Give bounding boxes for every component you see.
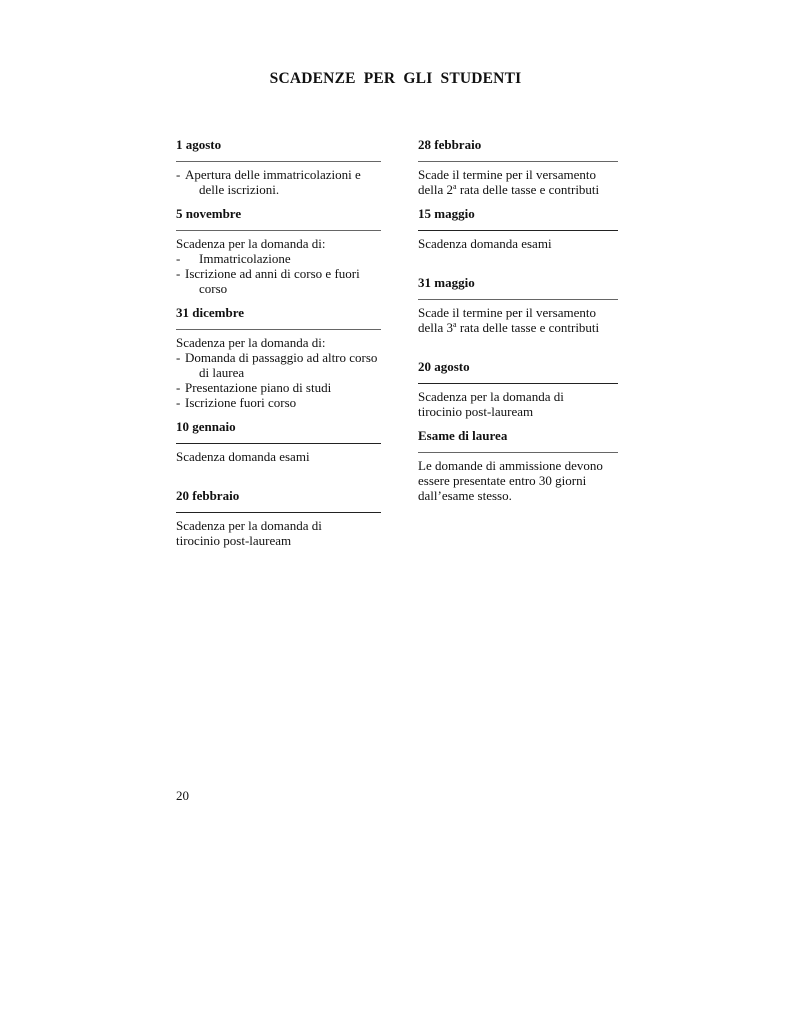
section-heading: 31 maggio: [418, 275, 475, 290]
ordinal-superscript: a: [453, 320, 457, 329]
deadline-5-novembre: [176, 206, 381, 296]
text-prefix: della 3: [418, 320, 454, 335]
section-text: Scadenza per la domanda di: [176, 518, 322, 533]
deadline-31-maggio: [418, 275, 618, 335]
list-item: [176, 350, 381, 365]
deadline-1-agosto: [176, 137, 381, 197]
section-text: Scadenza domanda esami: [418, 236, 552, 251]
text-suffix: rata delle tasse e contributi: [456, 182, 600, 197]
page-title: SCADENZE PER GLI STUDENTI: [269, 70, 522, 87]
divider: [176, 329, 381, 330]
left-column: [176, 137, 381, 548]
divider: [418, 161, 618, 162]
section-heading: 1 agosto: [176, 137, 222, 152]
esame-di-laurea: [418, 428, 618, 503]
list-item: [176, 167, 381, 182]
section-heading: 28 febbraio: [418, 137, 482, 152]
bullet-dash: -: [176, 395, 181, 410]
list-item: [176, 395, 381, 410]
bullet-dash: -: [176, 266, 181, 281]
divider: [176, 230, 381, 231]
deadline-10-gennaio: [176, 419, 381, 464]
section-heading: 20 febbraio: [176, 488, 240, 503]
text-prefix: della 2: [418, 182, 454, 197]
divider: [176, 443, 381, 444]
section-text: Scadenza domanda esami: [176, 449, 310, 464]
divider: [176, 161, 381, 162]
bullet-dash: -: [176, 251, 181, 266]
section-text: Scadenza per la domanda di:: [176, 236, 326, 251]
section-text: tirocinio post-lauream: [176, 533, 292, 548]
section-text: [418, 320, 618, 335]
deadline-15-maggio: [418, 206, 618, 251]
section-text: tirocinio post-lauream: [418, 404, 534, 419]
right-column: [418, 137, 618, 503]
divider: [418, 383, 618, 384]
list-item: [176, 266, 381, 281]
section-heading: 20 agosto: [418, 359, 470, 374]
list-item: [176, 380, 381, 395]
section-heading: 5 novembre: [176, 206, 242, 221]
ordinal-superscript: a: [453, 182, 457, 191]
bullet-dash: -: [176, 380, 181, 395]
section-heading: 10 gennaio: [176, 419, 236, 434]
page-number: 20: [176, 788, 189, 803]
deadline-20-febbraio: [176, 488, 381, 548]
list-item-text: Immatricolazione: [199, 251, 291, 266]
section-text: dall’esame stesso.: [418, 488, 512, 503]
list-item-text: Iscrizione ad anni di corso e fuori: [185, 266, 360, 281]
section-heading: Esame di laurea: [418, 428, 508, 443]
section-text: Scadenza per la domanda di: [418, 389, 564, 404]
list-item-text: Apertura delle immatricolazioni e: [185, 167, 361, 182]
section-text: Le domande di ammissione devono: [418, 458, 603, 473]
section-text: essere presentate entro 30 giorni: [418, 473, 587, 488]
divider: [418, 452, 618, 453]
section-text: [418, 182, 618, 197]
deadline-28-febbraio: [418, 137, 618, 197]
list-item-continuation: corso: [199, 281, 228, 296]
list-item-continuation: delle iscrizioni.: [199, 182, 280, 197]
bullet-dash: -: [176, 167, 181, 182]
list-item: [176, 251, 381, 266]
section-heading: 15 maggio: [418, 206, 475, 221]
divider: [418, 299, 618, 300]
deadline-31-dicembre: [176, 305, 381, 410]
section-text: Scade il termine per il versamento: [418, 305, 596, 320]
list-item-text: Iscrizione fuori corso: [185, 395, 297, 410]
divider: [418, 230, 618, 231]
list-item-text: Presentazione piano di studi: [185, 380, 332, 395]
divider: [176, 512, 381, 513]
deadline-20-agosto: [418, 359, 618, 419]
list-item-continuation: di laurea: [199, 365, 245, 380]
section-text: Scade il termine per il versamento: [418, 167, 596, 182]
text-suffix: rata delle tasse e contributi: [456, 320, 600, 335]
section-text: Scadenza per la domanda di:: [176, 335, 326, 350]
list-item-text: Domanda di passaggio ad altro corso: [185, 350, 378, 365]
bullet-dash: -: [176, 350, 181, 365]
section-heading: 31 dicembre: [176, 305, 244, 320]
